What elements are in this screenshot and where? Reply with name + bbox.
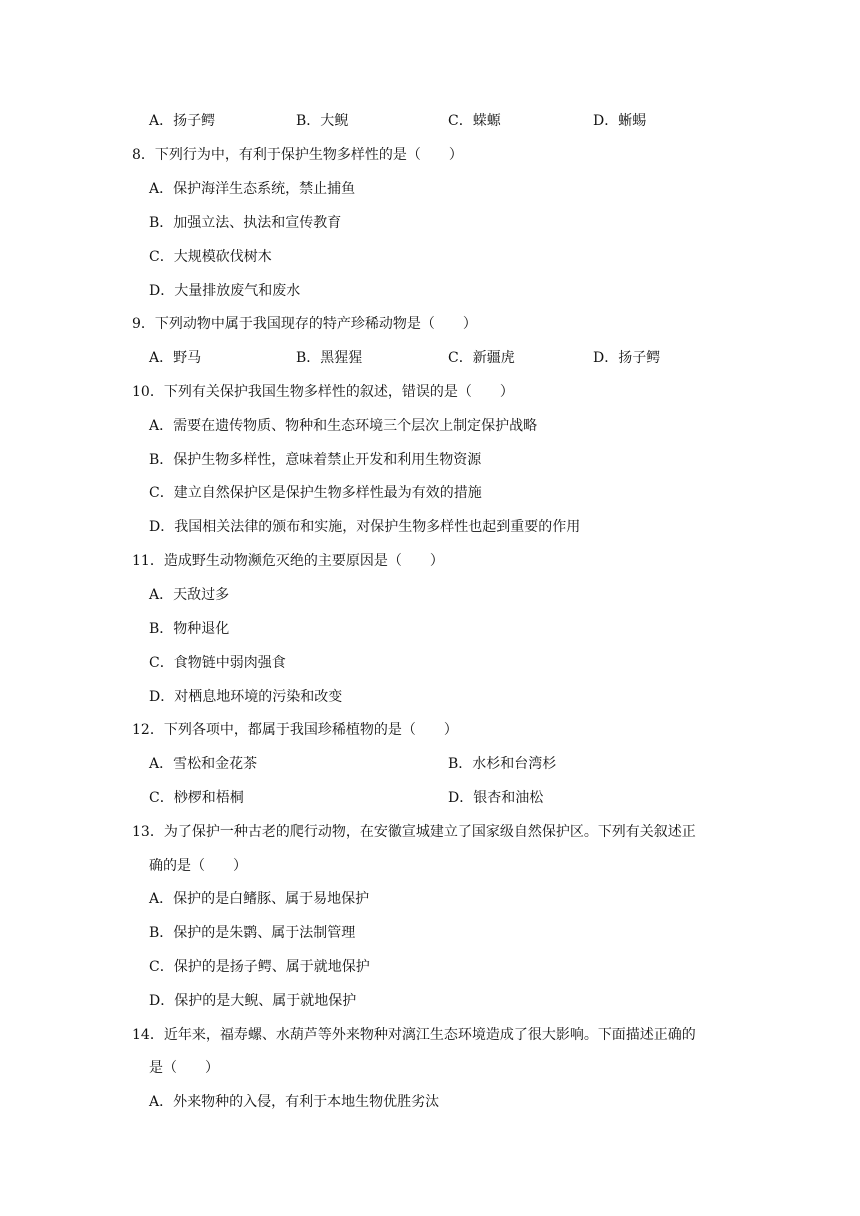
q12-option-b: B．水杉和台湾杉 <box>448 756 557 772</box>
q13-stem-line1: 13．为了保护一种古老的爬行动物，在安徽宣城建立了国家级自然保护区。下列有关叙述正 <box>132 824 696 840</box>
q9-option-b: B．黑猩猩 <box>296 350 363 366</box>
q13-option-b: B．保护的是朱鹮、属于法制管理 <box>149 925 356 941</box>
q14-stem-line1: 14．近年来，福寿螺、水葫芦等外来物种对漓江生态环境造成了很大影响。下面描述正确的 <box>132 1027 696 1043</box>
q11-option-a: A．天敌过多 <box>149 587 230 603</box>
q7-option-d: D．蜥蜴 <box>593 113 647 129</box>
q8-option-b: B．加强立法、执法和宣传教育 <box>149 215 342 231</box>
q10-option-b: B．保护生物多样性，意味着禁止开发和利用生物资源 <box>149 452 482 468</box>
q7-option-c: C．蝾螈 <box>448 113 501 129</box>
q9-stem: 9．下列动物中属于我国现存的特产珍稀动物是（ ） <box>132 316 477 332</box>
q10-option-c: C．建立自然保护区是保护生物多样性最为有效的措施 <box>149 485 482 501</box>
q8-option-c: C．大规模砍伐树木 <box>149 249 272 265</box>
q13-stem-line2: 确的是（ ） <box>149 858 247 874</box>
q10-option-a: A．需要在遗传物质、物种和生态环境三个层次上制定保护战略 <box>149 418 538 434</box>
q11-option-c: C．食物链中弱肉强食 <box>149 655 286 671</box>
q9-option-a: A．野马 <box>149 350 202 366</box>
q8-option-d: D．大量排放废气和废水 <box>149 283 301 299</box>
q13-option-c: C．保护的是扬子鳄、属于就地保护 <box>149 959 370 975</box>
q14-stem-line2: 是（ ） <box>149 1060 219 1076</box>
q10-option-d: D．我国相关法律的颁布和实施，对保护生物多样性也起到重要的作用 <box>149 519 581 535</box>
q13-option-d: D．保护的是大鲵、属于就地保护 <box>149 993 357 1009</box>
q11-option-d: D．对栖息地环境的污染和改变 <box>149 689 343 705</box>
q10-stem: 10．下列有关保护我国生物多样性的叙述，错误的是（ ） <box>132 384 514 400</box>
q12-option-d: D．银杏和油松 <box>448 790 544 806</box>
q9-option-d: D．扬子鳄 <box>593 350 661 366</box>
q12-option-a: A．雪松和金花茶 <box>149 756 258 772</box>
q7-option-a: A．扬子鳄 <box>149 113 216 129</box>
q11-option-b: B．物种退化 <box>149 621 230 637</box>
q12-stem: 12．下列各项中，都属于我国珍稀植物的是（ ） <box>132 722 458 738</box>
q11-stem: 11．造成野生动物濒危灭绝的主要原因是（ ） <box>132 553 444 569</box>
q8-stem: 8．下列行为中，有利于保护生物多样性的是（ ） <box>132 147 463 163</box>
q8-option-a: A．保护海洋生态系统，禁止捕鱼 <box>149 181 356 197</box>
q13-option-a: A．保护的是白鳍豚、属于易地保护 <box>149 891 370 907</box>
q9-option-c: C．新疆虎 <box>448 350 515 366</box>
q14-option-a: A．外来物种的入侵，有利于本地生物优胜劣汰 <box>149 1094 440 1110</box>
q12-option-c: C．桫椤和梧桐 <box>149 790 244 806</box>
q7-option-b: B．大鲵 <box>296 113 349 129</box>
